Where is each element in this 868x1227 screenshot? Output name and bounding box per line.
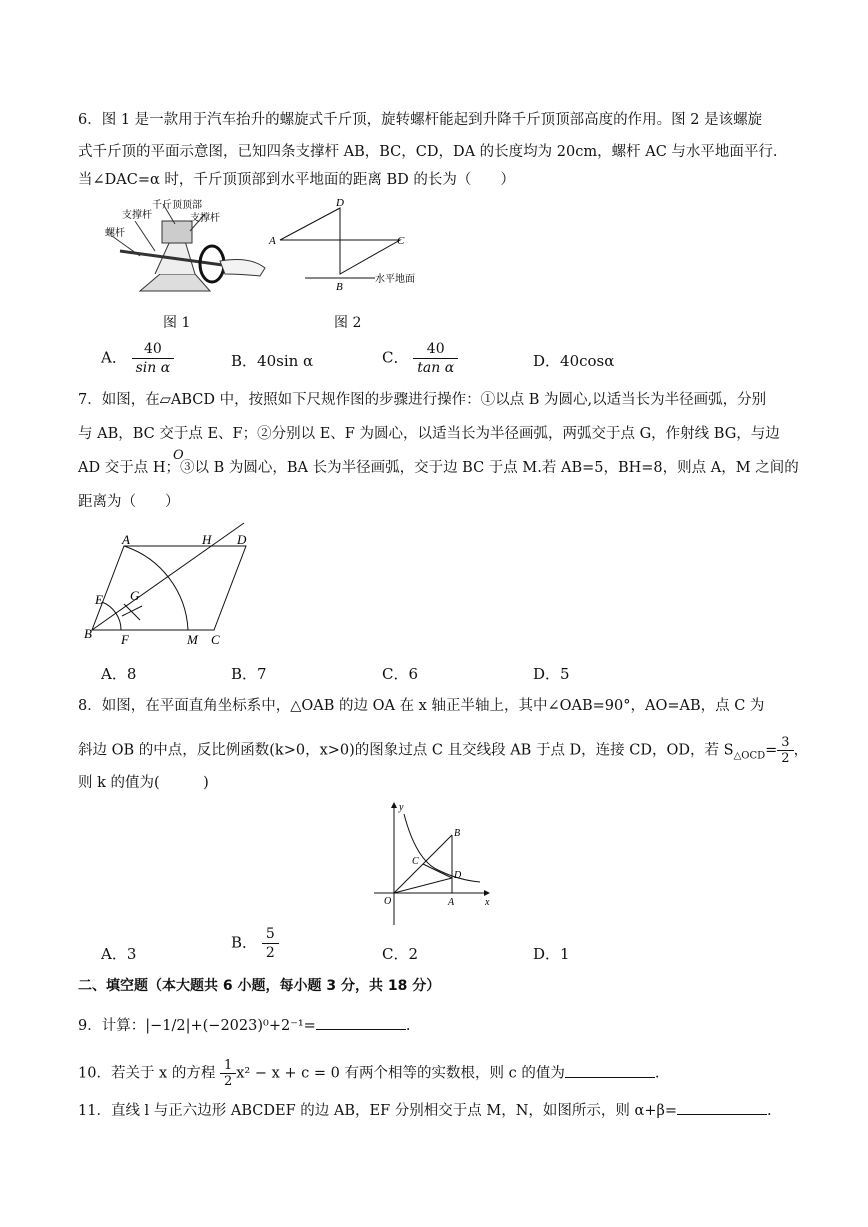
q6-line3: 当∠DAC=α 时，千斤顶顶部到水平地面的距离 BD 的长为（ ）	[78, 172, 515, 188]
fig1-label-screw: 螺杆	[105, 228, 125, 239]
q8-line1: 8．如图，在平面直角坐标系中，△OAB 的边 OA 在 x 轴正半轴上，其中∠OAB=90°，AO=AB，点 C 为	[78, 698, 765, 714]
q7-point-g: G	[130, 588, 140, 603]
q7-option-c: C．6	[382, 665, 419, 683]
q7-point-a: A	[122, 532, 130, 547]
q6-fig1-caption: 图 1	[163, 315, 191, 331]
fig1-label-top: 千斤顶顶部	[152, 200, 202, 211]
q11: 11．直线 l 与正六边形 ABCDEF 的边 AB，EF 分别相交于点 M，N，如图所示，则 α+β= .	[78, 1100, 772, 1121]
q7-figure-parallelogram	[84, 520, 264, 650]
q7-point-e: E	[95, 592, 103, 607]
q11-answer-blank[interactable]	[677, 1100, 767, 1115]
q8-option-d: D．1	[533, 945, 570, 963]
q8-point-a: A	[448, 897, 455, 908]
q7-option-b: B．7	[231, 665, 267, 683]
q7-point-c: C	[211, 632, 220, 647]
q7-point-b: B	[84, 626, 92, 641]
q7-point-f: F	[121, 632, 129, 647]
q7-line1: 7．如图，在▱ABCD 中，按照如下尺规作图的步骤进行操作：①以点 B 为圆心,以适当长为半径画弧，分别	[78, 392, 767, 408]
q7-line2: 与 AB，BC 交于点 E、F；②分别以 E、F 为圆心，以适当长为半径画弧，两弧交于点 G，作射线 BG，与边	[78, 426, 780, 442]
q8-point-o: O	[384, 896, 392, 907]
q8-option-b: B． $\frac{5}{2}$	[231, 925, 279, 962]
fig1-label-strut-left: 支撑杆	[122, 210, 152, 221]
section-fill-in-title: 二、填空题（本大题共 6 小题，每小题 3 分，共 18 分）	[78, 978, 441, 994]
q8-line2: 斜边 OB 的中点，反比例函数(k>0，x>0)的图象过点 C 且交线段 AB 于点 D，连接 CD，OD，若 $S_{\triangle OCD}=$ $\frac{3}{2}$ ，	[78, 735, 809, 766]
q7-option-a: A．8	[101, 665, 137, 683]
q8-axis-x: x	[485, 897, 490, 908]
q8-axis-y: y	[399, 802, 404, 813]
q6-option-c: C． $\frac{40}{\text{tan α}}$	[382, 340, 458, 377]
fig2-ground-label: 水平地面	[375, 274, 415, 285]
fig2-point-c: C	[397, 235, 405, 247]
q6-option-b: B．40sin α	[231, 352, 314, 370]
q6-figure2-rhombus	[265, 196, 440, 296]
q7-point-d: D	[237, 532, 247, 547]
q10-answer-blank[interactable]	[565, 1063, 655, 1078]
q8-point-b: B	[454, 828, 461, 839]
q8-line3: 则 k 的值为( )	[78, 775, 209, 791]
q6-line1: 6．图 1 是一款用于汽车抬升的螺旋式千斤顶，旋转螺杆能起到升降千斤顶顶部高度的作用。图 2 是该螺旋	[78, 112, 763, 128]
q8-point-d: D	[454, 870, 462, 881]
q6-option-a: A． $\frac{40}{\text{sin α}}$	[101, 340, 174, 377]
q8-option-c: C．2	[382, 945, 419, 963]
q7-point-m: M	[187, 632, 198, 647]
fig2-point-a: A	[269, 235, 276, 247]
q10: 10．若关于 x 的方程 $\frac{1}{2}$ x² − x + c = 0 有两个相等的实数根，则 c 的值为 .	[78, 1058, 660, 1089]
q8-figure-coordinate	[368, 800, 498, 930]
q9: 9．计算：|−1/2|+(−2023)⁰+2⁻¹= .	[78, 1015, 410, 1036]
fig1-label-strut-right: 支撑杆	[190, 213, 220, 224]
fig2-point-d: D	[336, 197, 344, 209]
q7-point-h: H	[202, 532, 212, 547]
q6-figure1-jack	[100, 196, 270, 306]
q8-option-a: A．3	[101, 945, 137, 963]
q6-option-d: D．40cosα	[533, 352, 615, 370]
q9-answer-blank[interactable]	[316, 1015, 406, 1030]
q7-stray-o: O	[173, 448, 184, 463]
q7-option-d: D．5	[533, 665, 570, 683]
q6-line2: 式千斤顶的平面示意图，已知四条支撑杆 AB，BC，CD，DA 的长度均为 20cm，螺杆 AC 与水平地面平行.	[78, 144, 778, 160]
q6-fig2-caption: 图 2	[334, 315, 362, 331]
q7-line3: AD 交于点 H；③以 B 为圆心，BA 长为半径画弧，交于边 BC 于点 M.若 AB=5，BH=8，则点 A，M 之间的	[78, 460, 799, 476]
fig2-point-b: B	[336, 281, 343, 293]
q8-point-c: C	[412, 856, 419, 867]
q7-line4: 距离为（ ）	[78, 494, 180, 510]
